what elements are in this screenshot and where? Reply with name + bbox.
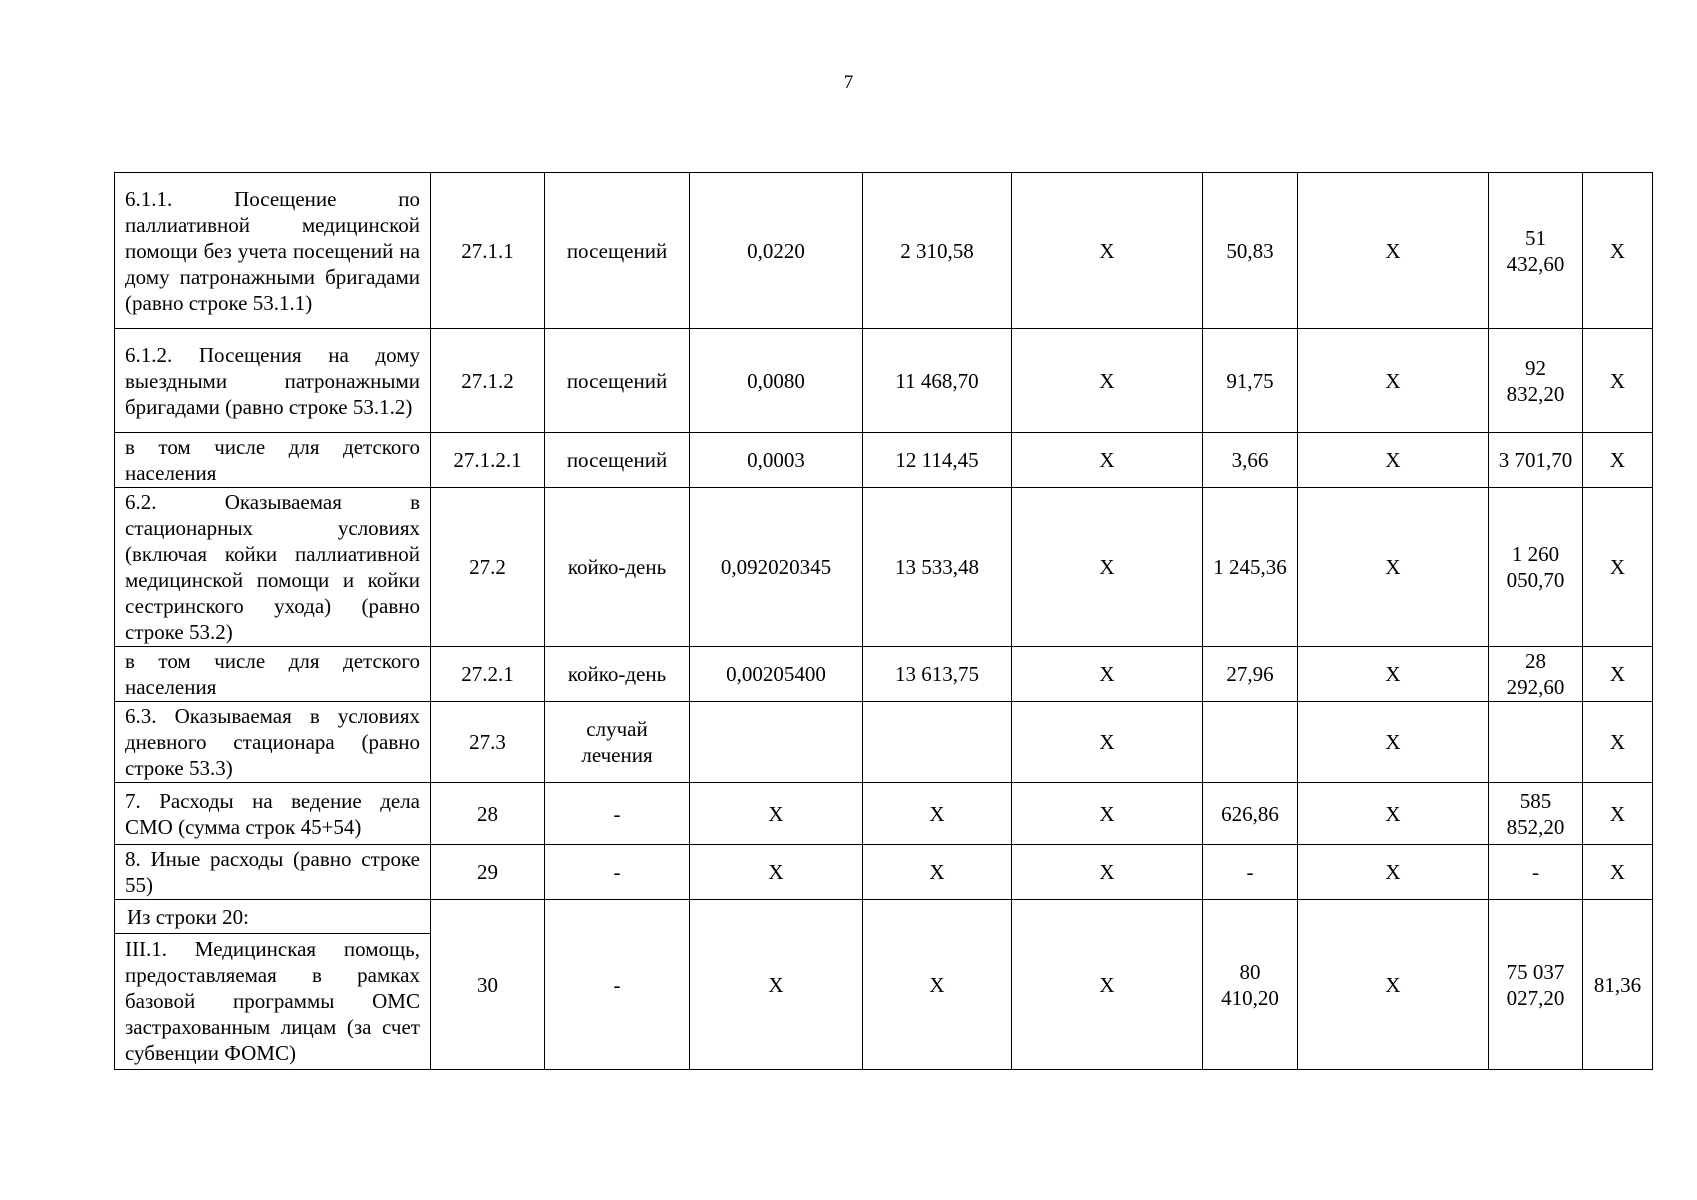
cell-col5: 12 114,45 [863,433,1012,488]
cell-col4: 0,00205400 [690,647,863,702]
cell-col9 [1489,329,1583,433]
cell-col9-value: 92 832,20 [1506,355,1565,406]
row-unit: - [545,900,690,1070]
cell-col9-value: 28 292,60 [1506,649,1565,699]
cell-col4 [690,702,863,783]
table-row [115,173,1653,329]
cell-col6: X [1012,845,1203,900]
cell-col8: X [1298,845,1489,900]
table-row [115,433,1653,488]
row-code: 27.2.1 [431,647,545,702]
cell-col6: X [1012,702,1203,783]
cell-col7: 50,83 [1203,173,1298,329]
row-description: 6.1.2. Посещения на дому выездными патронажными бригадами (равно строке 53.1.2) [115,329,431,433]
row-code: 27.3 [431,702,545,783]
table-row [115,845,1653,900]
row-description: 8. Иные расходы (равно строке 55) [115,845,431,900]
cell-col5: X [863,900,1012,1070]
row-unit: посещений [545,173,690,329]
row-unit: - [545,783,690,845]
cell-col5: X [863,845,1012,900]
cell-col9 [1489,173,1583,329]
cell-col8: X [1298,488,1489,647]
from-line-label: Из строки 20: [115,900,430,934]
cell-col10: X [1583,433,1653,488]
cell-col8: X [1298,433,1489,488]
row-unit: случай лечения [545,702,690,783]
row-description [115,900,431,1070]
row-description: 6.2. Оказываемая в стационарных условиях (включая койки паллиативной медицинской помощи и койки сестринского ухода) (равно строке 53.2) [115,488,431,647]
cell-col4: 0,0220 [690,173,863,329]
cell-col4: 0,0080 [690,329,863,433]
cell-col4: 0,0003 [690,433,863,488]
cell-col9 [1489,900,1583,1070]
row-unit: посещений [545,329,690,433]
row-description: в том числе для детского населения [115,647,431,702]
cell-col4: 0,092020345 [690,488,863,647]
cell-col5: X [863,783,1012,845]
table-row [115,329,1653,433]
cell-col6: X [1012,173,1203,329]
cell-col9-value: 585 852,20 [1506,788,1565,839]
row-code: 30 [431,900,545,1070]
cell-col10: X [1583,647,1653,702]
cell-col9 [1489,702,1583,783]
table-row [115,702,1653,783]
row-description: 6.3. Оказываемая в условиях дневного стационара (равно строке 53.3) [115,702,431,783]
row-code: 27.1.2.1 [431,433,545,488]
cell-col8: X [1298,783,1489,845]
page-number: 7 [843,72,854,93]
cell-col6: X [1012,647,1203,702]
cell-col10: X [1583,845,1653,900]
cell-col7 [1203,702,1298,783]
cell-col8: X [1298,329,1489,433]
cell-col8: X [1298,702,1489,783]
cell-col7: 1 245,36 [1203,488,1298,647]
cell-col8: X [1298,647,1489,702]
row-description: 6.1.1. Посещение по паллиативной медицинской помощи без учета посещений на дому патронажными бригадами (равно строке 53.1.1) [115,173,431,329]
cell-col4: X [690,845,863,900]
table-row [115,647,1653,702]
cell-col9 [1489,488,1583,647]
row-unit: койко-день [545,488,690,647]
cell-col9-value: 1 260 050,70 [1506,542,1565,592]
table-row [115,783,1653,845]
cell-col4: X [690,783,863,845]
cell-col7: 91,75 [1203,329,1298,433]
cell-col10: X [1583,488,1653,647]
cell-col7: 80 410,20 [1203,900,1298,1070]
cell-col9 [1489,783,1583,845]
row-code: 29 [431,845,545,900]
row-code: 27.2 [431,488,545,647]
cell-col7: 3,66 [1203,433,1298,488]
cell-col10: 81,36 [1583,900,1653,1070]
cell-col5: 13 613,75 [863,647,1012,702]
row-code: 27.1.2 [431,329,545,433]
cell-col5 [863,702,1012,783]
row-unit: койко-день [545,647,690,702]
cell-col6: X [1012,488,1203,647]
cell-col7: 27,96 [1203,647,1298,702]
cell-col6: X [1012,329,1203,433]
cell-col6: X [1012,433,1203,488]
cell-col10: X [1583,783,1653,845]
row-unit: посещений [545,433,690,488]
row-unit: - [545,845,690,900]
row-code: 28 [431,783,545,845]
cell-col10: X [1583,329,1653,433]
cell-col6: X [1012,783,1203,845]
cell-col9 [1489,845,1583,900]
cell-col9-value: 75 037 027,20 [1506,959,1565,1010]
cell-col9-value: - [1532,860,1539,884]
cell-col10: X [1583,702,1653,783]
cell-col5: 2 310,58 [863,173,1012,329]
row-description: в том числе для детского населения [115,433,431,488]
cell-col7: 626,86 [1203,783,1298,845]
table-row [115,900,1653,1070]
cell-col5: 13 533,48 [863,488,1012,647]
cell-col8: X [1298,900,1489,1070]
row-code: 27.1.1 [431,173,545,329]
cell-col9 [1489,433,1583,488]
cell-col9 [1489,647,1583,702]
cell-col4: X [690,900,863,1070]
cell-col9-value: 51 432,60 [1506,225,1565,276]
cell-col7: - [1203,845,1298,900]
row-description: 7. Расходы на ведение дела СМО (сумма строк 45+54) [115,783,431,845]
cell-col6: X [1012,900,1203,1070]
financial-table [114,172,1653,1070]
cell-col8: X [1298,173,1489,329]
cell-col5: 11 468,70 [863,329,1012,433]
cell-col10: X [1583,173,1653,329]
table-row [115,488,1653,647]
cell-col9-value: 3 701,70 [1498,448,1573,472]
row-description-text: III.1. Медицинская помощь, предоставляемая в рамках базовой программы ОМС застрахованным лицам (за счет субвенции ФОМС) [125,937,420,1065]
